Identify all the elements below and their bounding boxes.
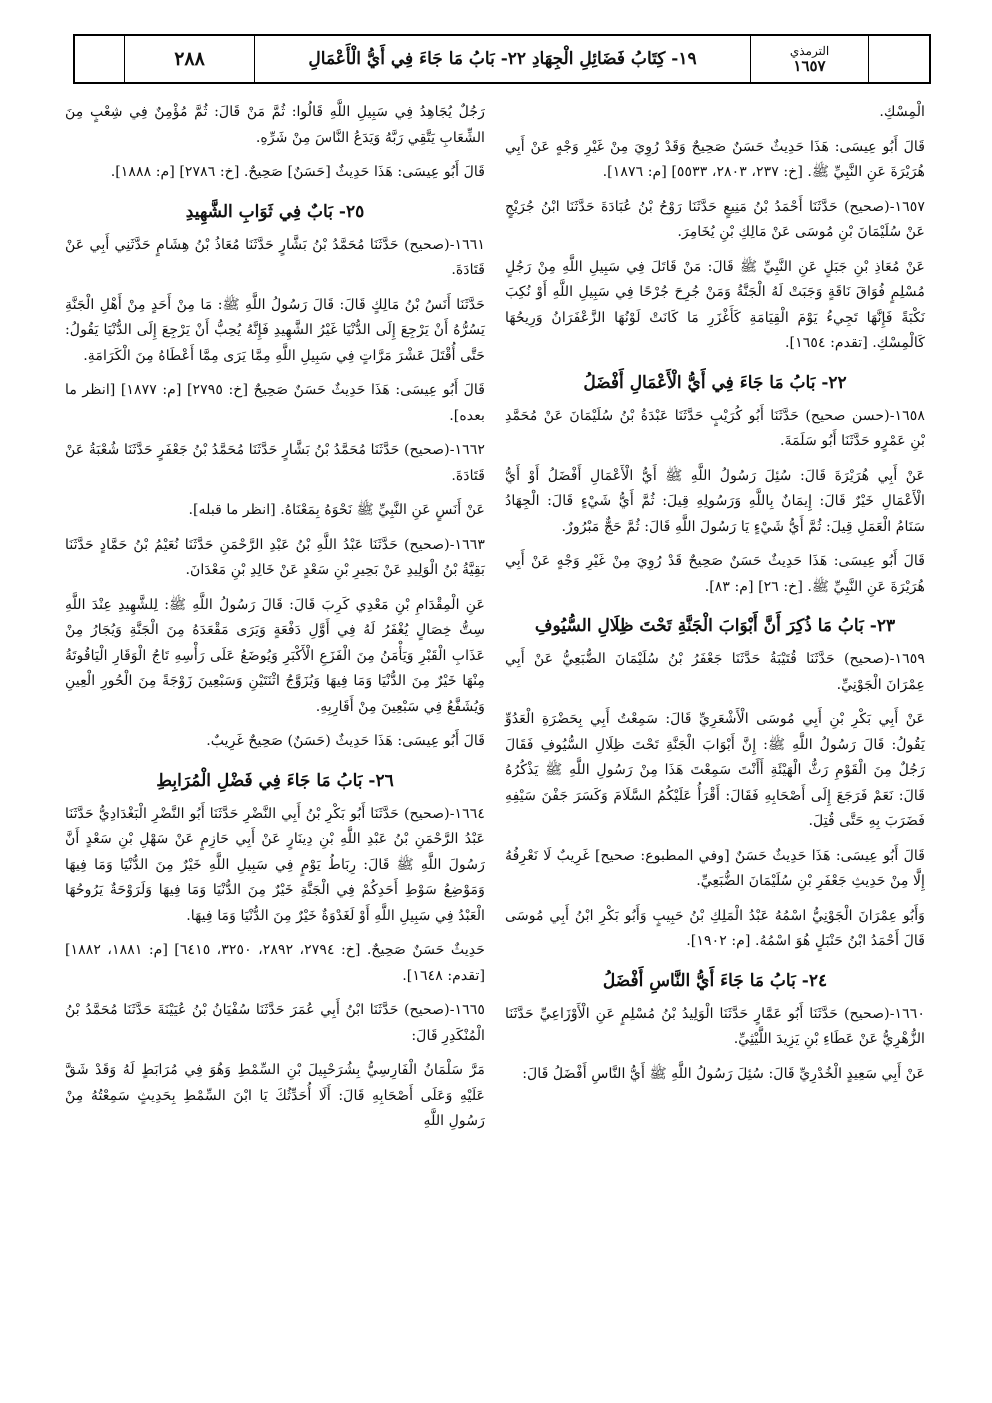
text-paragraph: ١٦٦٢-(صحيح) حَدَّثَنَا مُحَمَّدُ بْنُ بَشَّارٍ حَدَّثَنَا مُحَمَّدُ بْنُ جَعْفَرٍ حَدَّثَنَا شُعْبَةُ عَنْ قَتَادَةَ. [65,442,485,484]
book-reference [751,36,869,82]
hadith-number: ١٦٥٧ [793,57,826,75]
running-title: ١٩- كِتَابُ فَضَائِلِ الْجِهَادِ ٢٢- بَابُ مَا جَاءَ فِي أَيُّ الْأَعْمَالِ [255,36,751,82]
text-paragraph: ١٦٦١-(صحيح) حَدَّثَنَا مُحَمَّدُ بْنُ بَشَّارٍ حَدَّثَنَا مُعَاذُ بْنُ هِشَامٍ حَدَّثَنِي أَبِي عَنْ قَتَادَةَ. [65,236,485,278]
text-paragraph: حَدِيثٌ حَسَنٌ صَحِيحٌ. [خ: ٢٧٩٤، ٢٨٩٢، ٣٢٥٠، ٦٤١٥] [م: ١٨٨١، ١٨٨٢] [تقدم: ١٦٤٨]. [65,942,486,984]
book-label: الترمذي [789,44,830,58]
chapter-heading: ٢٣- بَابُ مَا ذُكِرَ أَنَّ أَبْوَابَ الْجَنَّةِ تَحْتَ ظِلَالِ السُّيُوفِ [534,616,896,636]
chapter-heading: ٢٦- بَابُ مَا جَاءَ فِي فَضْلِ الْمُرَابِطِ [156,770,394,791]
text-paragraph: ١٦٦٤-(صحيح) حَدَّثَنَا أَبُو بَكْرِ بْنُ أَبِي النَّضْرِ حَدَّثَنَا أَبُو النَّضْرِ الْبَغْدَادِيُّ حَدَّثَنَا عَبْدُ الرَّحْمَنِ بْنُ عَبْدِ اللَّهِ بْنِ دِينَارٍ عَنْ أَبِي حَازِمٍ عَنْ سَهْلِ بْنِ سَعْدٍ أَنَّ رَسُولَ اللَّهِ ﷺ قَالَ: رِبَاطُ يَوْمٍ فِي سَبِيلِ اللَّهِ خَيْرٌ مِنَ الدُّنْيَا وَمَا فِيهَا وَمَوْضِعُ سَوْطِ أَحَدِكُمْ فِي الْجَنَّةِ خَيْرٌ مِنَ الدُّنْيَا وَمَا فِيهَا وَلَرَوْحَةٌ يَرُوحُهَا الْعَبْدُ فِي سَبِيلِ اللَّهِ أَوْ لَغَدْوَةٌ خَيْرٌ مِنَ الدُّنْيَا وَمَا فِيهَا. [65,805,485,924]
text-paragraph: حَدَّثَنَا أَنَسُ بْنُ مَالِكٍ قَالَ: قَالَ رَسُولُ اللَّهِ ﷺ: مَا مِنْ أَحَدٍ مِنْ أَهْلِ الْجَنَّةِ يَسُرُّهُ أَنْ يَرْجِعَ إِلَى الدُّنْيَا غَيْرُ الشَّهِيدِ فَإِنَّهُ يُحِبُّ أَنْ يَرْجِعَ إِلَى الدُّنْيَا يَقُولُ: حَتَّى أُقْتَلَ عَشْرَ مَرَّاتٍ فِي سَبِيلِ اللَّهِ مِمَّا يَرَى مِمَّا أَعْطَاهُ مِنَ الْكَرَامَةِ. [65,296,485,364]
header-blank-right [869,36,929,82]
text-paragraph: رَجُلٌ يُجَاهِدُ فِي سَبِيلِ اللَّهِ قَالُوا: ثُمَّ مَنْ قَالَ: ثُمَّ مُؤْمِنٌ فِي شِعْبٍ مِنَ الشِّعَابِ يَتَّقِي رَبَّهُ وَيَدَعُ النَّاسَ مِنْ شَرِّهِ. [65,104,485,146]
chapter-heading: ٢٢- بَابُ مَا جَاءَ فِي أَيُّ الْأَعْمَالِ أَفْضَلُ [583,372,847,393]
right-column [505,100,925,1096]
text-paragraph: عَنْ أَبِي بَكْرِ بْنِ أَبِي مُوسَى الْأَشْعَرِيِّ قَالَ: سَمِعْتُ أَبِي بِحَضْرَةِ الْعَدُوِّ يَقُولُ: قَالَ رَسُولُ اللَّهِ ﷺ: إِنَّ أَبْوَابَ الْجَنَّةِ تَحْتَ ظِلَالِ السُّيُوفِ فَقَالَ رَجُلٌ مِنَ الْقَوْمِ رَثُّ الْهَيْئَةِ أَأَنْتَ سَمِعْتَ هَذَا مِنْ رَسُولِ اللَّهِ ﷺ يَذْكُرُهُ قَالَ: نَعَمْ فَرَجَعَ إِلَى أَصْحَابِهِ فَقَالَ: أَقْرَأُ عَلَيْكُمُ السَّلَامَ وَكَسَرَ جَفْنَ سَيْفِهِ فَضَرَبَ بِهِ حَتَّى قُتِلَ. [505,711,925,829]
text-paragraph: مَرَّ سَلْمَانُ الْفَارِسِيُّ بِشُرَحْبِيلَ بْنِ السِّمْطِ وَهُوَ فِي مُرَابَطٍ لَهُ وَقَدْ شَقَّ عَلَيْهِ وَعَلَى أَصْحَابِهِ قَالَ: أَلَا أُحَدِّثُكَ يَا ابْنَ السِّمْطِ بِحَدِيثٍ سَمِعْتُهُ مِنْ رَسُولِ اللَّهِ [65,1062,485,1129]
text-paragraph: قَالَ أَبُو عِيسَى: هَذَا حَدِيثٌ حَسَنٌ صَحِيحٌ [خ: ٢٧٩٥] [م: ١٨٧٧] [انظر ما بعده]. [65,382,486,424]
text-paragraph: قَالَ أَبُو عِيسَى: هَذَا حَدِيثٌ حَسَنٌ [وفي المطبوع: صحيح] غَرِيبٌ لَا نَعْرِفُهُ إِلَّا مِنْ حَدِيثِ جَعْفَرِ بْنِ سُلَيْمَانَ الضُّبَعِيِّ. [505,847,925,889]
text-paragraph: قَالَ أَبُو عِيسَى: هَذَا حَدِيثٌ (حَسَنٌ) صَحِيحٌ غَرِيبٌ. [206,733,485,749]
text-paragraph: قَالَ أَبُو عِيسَى: هَذَا حَدِيثٌ حَسَنٌ صَحِيحٌ قَدْ رُوِيَ مِنْ غَيْرِ وَجْهٍ عَنْ أَبِي هُرَيْرَةَ عَنِ النَّبِيِّ ﷺ. [خ: ٢٦] [م: ٨٣]. [505,553,925,595]
text-paragraph: عَنْ أَبِي هُرَيْرَةَ قَالَ: سُئِلَ رَسُولُ اللَّهِ ﷺ أَيُّ الْأَعْمَالِ أَفْضَلُ أَوْ أَيُّ الْأَعْمَالِ خَيْرٌ قَالَ: إِيمَانٌ بِاللَّهِ وَرَسُولِهِ قِيلَ: ثُمَّ أَيُّ شَيْءٍ قَالَ: الْجِهَادُ سَنَامُ الْعَمَلِ قِيلَ: ثُمَّ أَيُّ شَيْءٍ يَا رَسُولَ اللَّهِ قَالَ: ثُمَّ حَجٌّ مَبْرُورٌ. [505,467,925,535]
chapter-heading: ٢٥- بَابٌ فِي ثَوَابِ الشَّهِيدِ [185,201,365,222]
text-paragraph: عَنْ أَبِي سَعِيدٍ الْخُدْرِيِّ قَالَ: سُئِلَ رَسُولُ اللَّهِ ﷺ أَيُّ النَّاسِ أَفْضَلُ قَالَ: [522,1065,925,1082]
text-paragraph: ١٦٦٠-(صحيح) حَدَّثَنَا أَبُو عَمَّارٍ حَدَّثَنَا الْوَلِيدُ بْنُ مُسْلِمٍ عَنِ الْأَوْزَاعِيِّ حَدَّثَنَا الزُّهْرِيُّ عَنْ عَطَاءِ بْنِ يَزِيدَ اللَّيْثِيِّ. [505,1005,925,1047]
text-paragraph: قَالَ أَبُو عِيسَى: هَذَا حَدِيثٌ [حَسَنٌ] صَحِيحٌ. [خ: ٢٧٨٦] [م: ١٨٨٨]. [110,164,485,180]
text-paragraph: قَالَ أَبُو عِيسَى: هَذَا حَدِيثٌ حَسَنٌ صَحِيحٌ وَقَدْ رُوِيَ مِنْ غَيْرِ وَجْهٍ عَنْ أَبِي هُرَيْرَةَ عَنِ النَّبِيِّ ﷺ. [خ: ٢٣٧، ٢٨٠٣، ٥٥٣٣] [م: ١٨٧٦]. [505,138,925,180]
text-paragraph: ١٦٥٩-(صحيح) حَدَّثَنَا قُتَيْبَةُ حَدَّثَنَا جَعْفَرُ بْنُ سُلَيْمَانَ الضُّبَعِيُّ عَنْ أَبِي عِمْرَانَ الْجَوْنِيِّ. [505,651,925,693]
page-number: ٢٨٨ [125,36,255,82]
text-paragraph: وَأَبُو عِمْرَانَ الْجَوْنِيُّ اسْمُهُ عَبْدُ الْمَلِكِ بْنُ حَبِيبٍ وَأَبُو بَكْرِ ابْنُ أَبِي مُوسَى قَالَ أَحْمَدُ ابْنُ حَنْبَلٍ هُوَ اسْمُهُ. [م: ١٩٠٢]. [505,907,925,949]
chapter-heading: ٢٤- بَابُ مَا جَاءَ أَيُّ النَّاسِ أَفْضَلُ [602,970,828,991]
page-header [73,34,931,84]
left-column [65,100,485,1144]
text-paragraph: ١٦٥٨-(حسن صحيح) حَدَّثَنَا أَبُو كُرَيْبٍ حَدَّثَنَا عَبْدَةُ بْنُ سُلَيْمَانَ عَنْ مُحَمَّدِ بْنِ عَمْرٍو حَدَّثَنَا أَبُو سَلَمَةَ. [505,407,925,449]
text-paragraph: ١٦٥٧-(صحيح) حَدَّثَنَا أَحْمَدُ بْنُ مَنِيعٍ حَدَّثَنَا رَوْحُ بْنُ عُبَادَةَ حَدَّثَنَا ابْنُ جُرَيْجٍ عَنْ سُلَيْمَانَ بْنِ مُوسَى عَنْ مَالِكِ بْنِ يُخَامِرَ. [505,198,925,240]
text-paragraph: الْمِسْكِ. [879,104,925,120]
text-paragraph: عَنْ أَنَسٍ عَنِ النَّبِيِّ ﷺ نَحْوَهُ بِمَعْنَاهُ. [انظر ما قبله]. [188,502,485,518]
text-paragraph: عَنِ الْمِقْدَامِ بْنِ مَعْدِي كَرِبَ قَالَ: قَالَ رَسُولُ اللَّهِ ﷺ: لِلشَّهِيدِ عِنْدَ اللَّهِ سِتُّ خِصَالٍ يُغْفَرُ لَهُ فِي أَوَّلِ دَفْعَةٍ وَيَرَى مَقْعَدَهُ مِنَ الْجَنَّةِ وَيُجَارُ مِنْ عَذَابِ الْقَبْرِ وَيَأْمَنُ مِنَ الْفَزَعِ الْأَكْبَرِ وَيُوضَعُ عَلَى رَأْسِهِ تَاجُ الْوَقَارِ الْيَاقُوتَةُ مِنْهَا خَيْرٌ مِنَ الدُّنْيَا وَمَا فِيهَا وَيُزَوَّجُ اثْنَتَيْنِ وَسَبْعِينَ زَوْجَةً مِنَ الْحُورِ الْعِينِ وَيُشَفَّعُ فِي سَبْعِينَ مِنْ أَقَارِبِهِ. [65,596,486,715]
text-paragraph: ١٦٦٥-(صحيح) حَدَّثَنَا ابْنُ أَبِي عُمَرَ حَدَّثَنَا سُفْيَانُ بْنُ عُيَيْنَةَ حَدَّثَنَا مُحَمَّدُ بْنُ الْمُنْكَدِرِ قَالَ: [65,1002,485,1044]
text-paragraph: عَنْ مُعَاذِ بْنِ جَبَلٍ عَنِ النَّبِيِّ ﷺ قَالَ: مَنْ قَاتَلَ فِي سَبِيلِ اللَّهِ مِنْ رَجُلٍ مُسْلِمٍ فُوَاقَ نَاقَةٍ وَجَبَتْ لَهُ الْجَنَّةُ وَمَنْ جُرِحَ جُرْحًا فِي سَبِيلِ اللَّهِ أَوْ نُكِبَ نَكْبَةً فَإِنَّهَا تَجِيءُ يَوْمَ الْقِيَامَةِ كَأَغْزَرِ مَا كَانَتْ لَوْنُهَا الزَّعْفَرَانُ وَرِيحُهَا كَالْمِسْكِ. [تقدم: ١٦٥٤]. [505,258,925,351]
header-blank-left [75,36,125,82]
text-paragraph: ١٦٦٣-(صحيح) حَدَّثَنَا عَبْدُ اللَّهِ بْنُ عَبْدِ الرَّحْمَنِ حَدَّثَنَا نُعَيْمُ بْنُ حَمَّادٍ حَدَّثَنَا بَقِيَّةُ بْنُ الْوَلِيدِ عَنْ بَحِيرِ بْنِ سَعْدٍ عَنْ خَالِدِ بْنِ مَعْدَانَ. [65,536,485,578]
